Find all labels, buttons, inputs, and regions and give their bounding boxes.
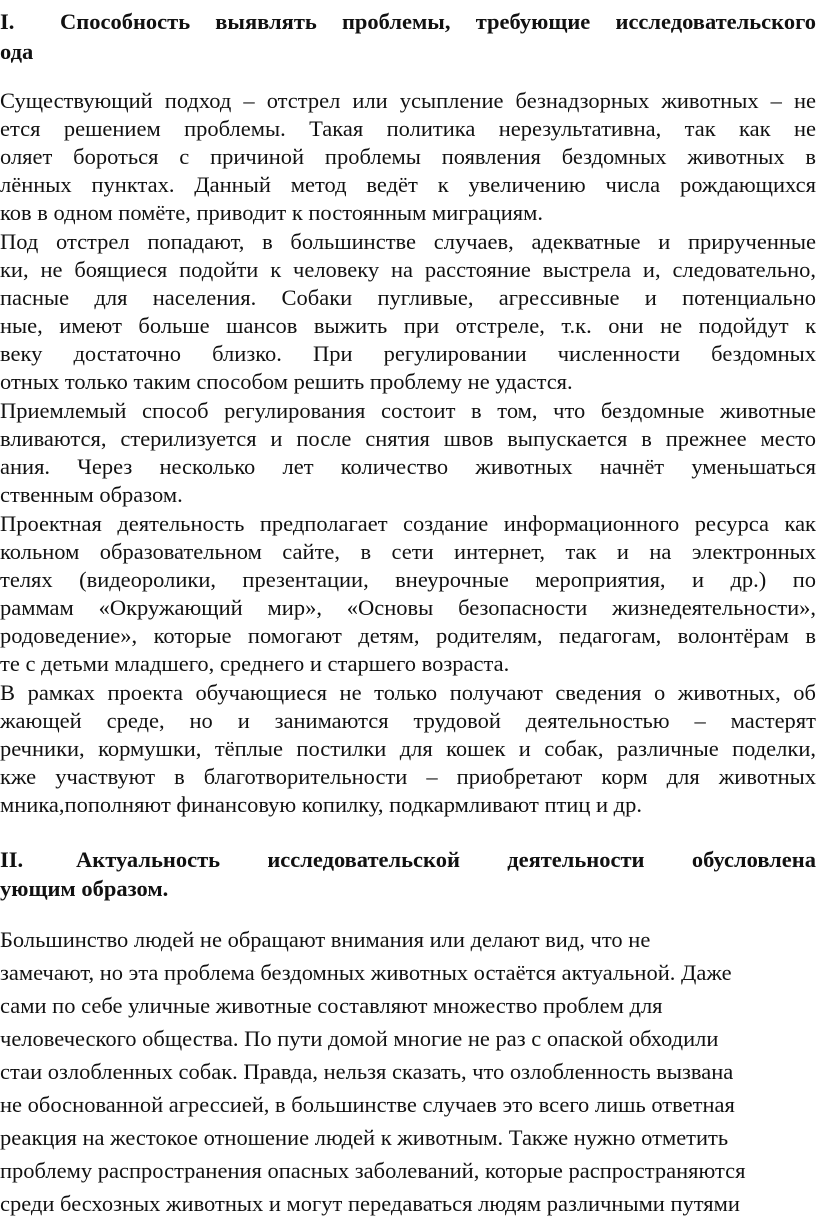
text-line: речники, кормушки, тёплые постилки для кошек и собак, различные поделки,	[0, 736, 816, 761]
text-line: сами по себе уличные животные составляют множество проблем для	[0, 993, 663, 1018]
text-line: стаи озлобленных собак. Правда, нельзя сказать, что озлобленность вызвана	[0, 1059, 734, 1084]
text-line: человеческого общества. По пути домой многие не раз с опаской обходили	[0, 1026, 719, 1051]
text-line: пасные для населения. Собаки пугливые, агрессивные и потенциально	[0, 285, 816, 310]
text-line: кольном образовательном сайте, в сети интернет, так и на электронных	[0, 539, 816, 564]
text-line: не обоснованной агрессией, в большинстве случаев это всего лишь ответная	[0, 1092, 735, 1117]
text-line: телях (видеоролики, презентации, внеурочные мероприятия, и др.) по	[0, 567, 816, 592]
section1-number: I.	[0, 9, 15, 34]
section2-number: II.	[0, 847, 24, 872]
text-line: проблему распространения опасных заболеваний, которые распространяются	[0, 1158, 746, 1183]
text-line: отных только таким способом решить проблему не удастся.	[0, 369, 573, 394]
text-line: Большинство людей не обращают внимания или делают вид, что не	[0, 927, 651, 952]
text-line: реакция на жестокое отношение людей к животным. Также нужно отметить	[0, 1125, 729, 1150]
text-line: Под отстрел попадают, в большинстве случаев, адекватные и прирученные	[0, 229, 816, 254]
text-line: ков в одном помёте, приводит к постоянным миграциям.	[0, 200, 544, 225]
section1-heading	[0, 7, 816, 37]
section1-title-line2: ода	[0, 39, 34, 64]
text-line: ственным образом.	[0, 482, 183, 507]
text-line: раммам «Окружающий мир», «Основы безопасности жизнедеятельности»,	[0, 595, 816, 620]
text-line: ные, имеют больше шансов выжить при отстреле, т.к. они не подойдут к	[0, 313, 816, 338]
text-line: Приемлемый способ регулирования состоит в том, что бездомные животные	[0, 398, 816, 423]
text-line: среди бесхозных животных и могут передаваться людям различными путями	[0, 1191, 740, 1216]
text-line: те с детьми младшего, среднего и старшего возраста.	[0, 651, 510, 676]
text-line: кже участвуют в благотворительности – приобретают корм для животных	[0, 764, 816, 789]
section2-title-line2: ующим образом.	[0, 876, 169, 901]
section2-heading	[0, 845, 816, 875]
text-line: мника,пополняют финансовую копилку, подкармливают птиц и др.	[0, 792, 643, 817]
text-line: Проектная деятельность предполагает создание информационного ресурса как	[0, 511, 816, 536]
text-line: оляет бороться с причиной проблемы появления бездомных животных в	[0, 144, 816, 169]
text-line: лённых пунктах. Данный метод ведёт к увеличению числа рождающихся	[0, 172, 816, 197]
text-line: ки, не боящиеся подойти к человеку на расстояние выстрела и, следовательно,	[0, 257, 816, 282]
text-line: вливаются, стерилизуется и после снятия швов выпускается в прежнее место	[0, 426, 816, 451]
text-line: жающей среде, но и занимаются трудовой деятельностью – мастерят	[0, 708, 816, 733]
text-line: ется решением проблемы. Такая политика нерезультативна, так как не	[0, 116, 816, 141]
section2-title-line1: Актуальность исследовательской деятельности обусловлена	[76, 847, 816, 872]
text-line: ания. Через несколько лет количество животных начнёт уменьшаться	[0, 454, 816, 479]
text-line: замечают, но эта проблема бездомных животных остаётся актуальной. Даже	[0, 960, 732, 985]
text-line: В рамках проекта обучающиеся не только получают сведения о животных, об	[0, 680, 816, 705]
text-line: веку достаточно близко. При регулировании численности бездомных	[0, 341, 816, 366]
section1-title-line1: Способность выявлять проблемы, требующие исследовательского	[60, 9, 816, 34]
text-line: Существующий подход – отстрел или усыпление безнадзорных животных – не	[0, 88, 816, 113]
text-line: родоведение», которые помогают детям, родителям, педагогам, волонтёрам в	[0, 623, 816, 648]
